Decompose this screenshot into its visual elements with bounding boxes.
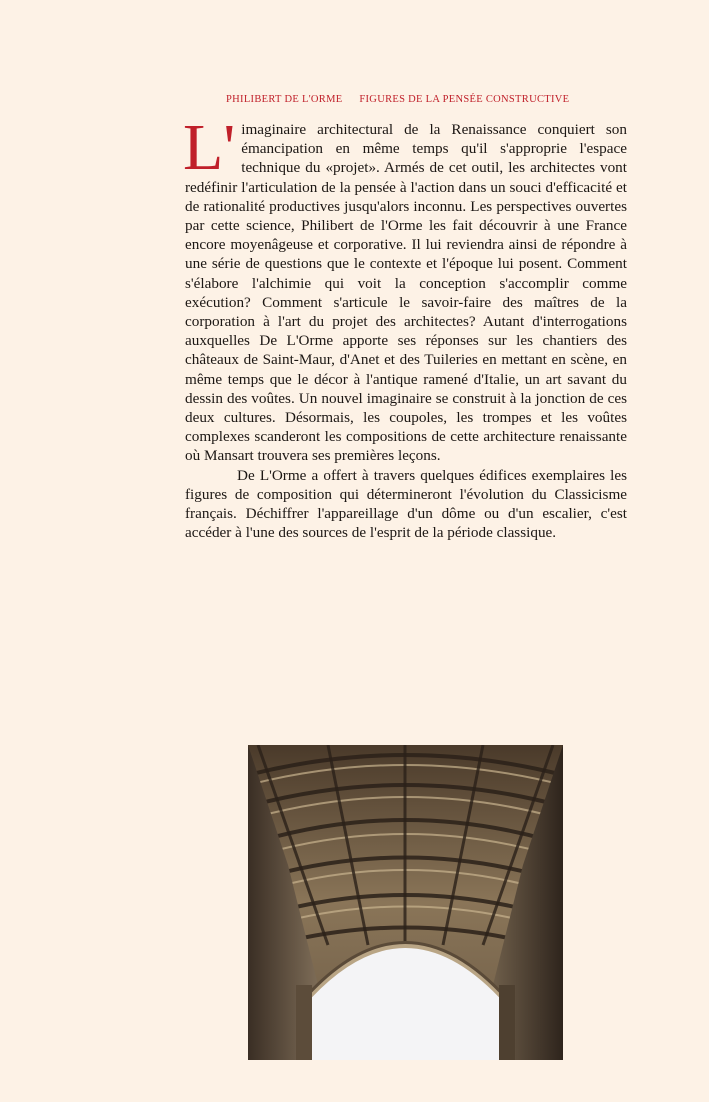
paragraph-1	[183, 111, 627, 466]
paragraph-2: De L'Orme a offert à travers quelques édifices exemplaires les figures de composition qui détermineront l'évolution du Classicisme français. Déchiffrer l'appareillage d'un dôme ou d'un escalier, c'est accéder à l'une des sources de l'esprit de la période classique.	[185, 466, 627, 542]
header-title: FIGURES DE LA PENSÉE CONSTRUCTIVE	[359, 94, 570, 105]
running-header	[226, 94, 606, 105]
body-text	[183, 111, 627, 542]
vault-photo	[248, 745, 563, 1060]
header-author: PHILIBERT DE L'ORME	[226, 94, 343, 105]
paragraph-1-text: imaginaire architectural de la Renaissance conquiert son émancipation en même temps qu'il s'approprie l'espace technique du «projet». Armés de cet outil, les architectes vont redéfinir l'articulation de la pensée à l'action dans un souci d'efficacité et de rationalité productives jusqu'alors inconnu. Les perspectives ouvertes par cette science, Philibert de l'Orme les fait découvrir à une France encore moyenâgeuse et corporative. Il lui reviendra ainsi de répondre à une série de questions que le contexte et l'époque lui posent. Comment s'élabore l'alchimie qui voit la conception s'accomplir comme exécution? Comment s'articule le savoir-faire des maîtres de la corporation à l'art du projet des architectes? Autant d'interrogations auxquelles De L'Orme apporte ses réponses sur les chantiers des châteaux de Saint-Maur, d'Anet et des Tuileries en mettant en scène, en même temps que le décor à l'antique ramené d'Italie, un art savant du dessin des voûtes. Un nouvel imaginaire se construit à la jonction de ces deux cultures. Désormais, les coupoles, les trompes et les voûtes complexes scanderont les compositions de cette architecture renaissante où Mansart trouvera ses premières leçons.	[185, 121, 627, 465]
drop-cap: L'	[183, 111, 236, 184]
